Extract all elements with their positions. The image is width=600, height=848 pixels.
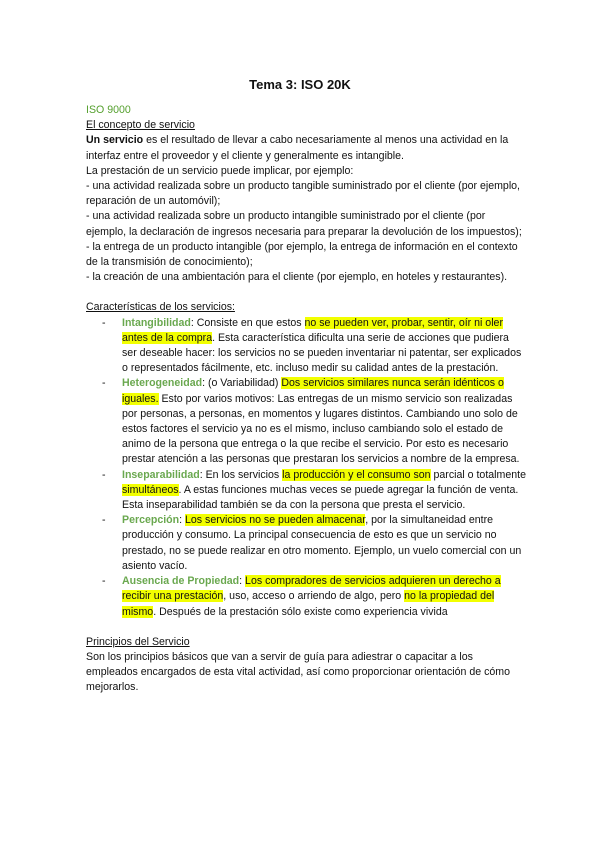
highlight: no se pueden ver, probar, sentir, oír ni oler antes de la compra bbox=[122, 316, 503, 344]
term-label: Inseparabilidad bbox=[122, 468, 200, 481]
term-label: Percepción bbox=[122, 514, 180, 527]
principios-body: Son los principios básicos que van a servir de guía para adiestrar o capacitar a los empleados encargados de esta vital actividad, así como proporcionar orientación de cómo mejorarlos. bbox=[86, 650, 510, 694]
highlight: simultáneos bbox=[122, 483, 179, 496]
concepto-heading: El concepto de servicio bbox=[86, 119, 195, 132]
highlight: la producción y el consumo son bbox=[282, 468, 431, 481]
term-label: Heterogeneidad bbox=[122, 377, 203, 390]
intro-bold: Un servicio bbox=[86, 134, 144, 147]
section-label: ISO 9000 bbox=[86, 104, 131, 116]
list-item: - Inseparabilidad: En los servicios la producción y el consumo son parcial o totalmente simultáneos. A estas funciones muchas veces se puede agregar la función de venta. Esta inseparabilidad también se da con la persona que presta el servicio. bbox=[86, 468, 526, 514]
term-label: Intangibilidad bbox=[122, 316, 191, 329]
list-item: - Heterogeneidad: (o Variabilidad) Dos servicios similares nunca serán idénticos o iguales. Esto por varios motivos: Las entregas de un mismo servicio son realizadas por personas, a personas, en momentos y lugares distintos. Cambiando uno solo de estos factores el servicio ya no es el mismo, incluso cambiando solo el estado de animo de la persona que entrega o la que recibe el servicio. Por esto es necesario prestar atención a las personas que prestaran los servicios a nombre de la empresa. bbox=[86, 376, 526, 467]
document-title: Tema 3: ISO 20K bbox=[249, 77, 351, 92]
principios-heading: Principios del Servicio bbox=[86, 635, 190, 648]
list-item: - Percepción: Los servicios no se pueden almacenar, por la simultaneidad entre producción y consumo. La principal consecuencia de esto es que un servicio no prestado, no se puede realizar en otro momento. Ejemplo, un vuelo comercial con un asiento vacío. bbox=[86, 513, 526, 574]
caracteristicas-list bbox=[86, 316, 526, 620]
example-item: - la entrega de un producto intangible (por ejemplo, la entrega de información en el contexto de la transmisión de conocimiento); bbox=[86, 240, 518, 269]
example-item: - una actividad realizada sobre un producto intangible suministrado por el cliente (por ejemplo, la declaración de ingresos necesaria para preparar la devolución de los impuestos); bbox=[86, 210, 522, 238]
example-item: - la creación de una ambientación para el cliente (por ejemplo, en hoteles y restaurantes). bbox=[86, 271, 508, 284]
intro-rest: es el resultado de llevar a cabo necesariamente al menos una actividad en la interfaz entre el proveedor y el cliente y generalmente es intangible. bbox=[86, 134, 509, 162]
concepto-intro bbox=[86, 133, 526, 163]
term-label: Ausencia de Propiedad bbox=[122, 575, 240, 588]
example-item: - una actividad realizada sobre un producto tangible suministrado por el cliente (por ejemplo, reparación de un automóvil); bbox=[86, 180, 521, 208]
list-item: - Intangibilidad: Consiste en que estos no se pueden ver, probar, sentir, oír ni oler antes de la compra. Esta característica dificulta una serie de acciones que pudiera ser deseable hacer: los servicios no se pueden inventariar ni patentar, ser explicados o representados fácilmente, etc. incluso medir su calidad antes de la prestación. bbox=[86, 316, 526, 377]
list-item: - Ausencia de Propiedad: Los compradores de servicios adquieren un derecho a recibir una prestación, uso, acceso o arriendo de algo, pero no la propiedad del mismo. Después de la prestación sólo existe como experiencia vivida bbox=[86, 574, 526, 620]
highlight: Los compradores de servicios adquieren un derecho a recibir una prestación bbox=[122, 575, 501, 603]
highlight: Dos servicios similares nunca serán idénticos o iguales. bbox=[122, 377, 504, 405]
prestacion-line: La prestación de un servicio puede implicar, por ejemplo: bbox=[86, 164, 354, 177]
caracteristicas-heading: Características de los servicios: bbox=[86, 301, 235, 314]
highlight: no la propiedad del mismo bbox=[122, 590, 495, 618]
document-body bbox=[86, 103, 526, 696]
highlight: Los servicios no se pueden almacenar bbox=[185, 514, 366, 527]
